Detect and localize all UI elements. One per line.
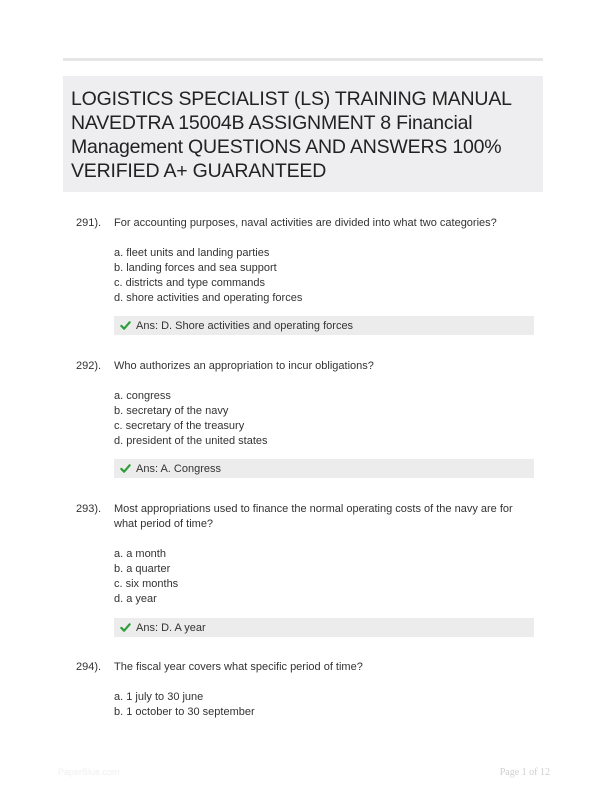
- answer-text: Ans: D. A year: [136, 621, 206, 634]
- answer-box: [114, 459, 534, 478]
- answer-box: [114, 316, 534, 335]
- option-d: d. a year: [114, 593, 157, 605]
- option-c: c. six months: [114, 578, 179, 590]
- question-text: Who authorizes an appropriation to incur obligations?: [114, 360, 374, 372]
- question-number: 292).: [76, 360, 102, 372]
- option-b: b. landing forces and sea support: [114, 262, 277, 274]
- option-c: c. secretary of the treasury: [114, 420, 245, 432]
- option-d: d. president of the united states: [114, 435, 268, 447]
- option-a: a. 1 july to 30 june: [114, 691, 204, 703]
- question-text: The fiscal year covers what specific period of time?: [114, 661, 363, 673]
- option-a: a. fleet units and landing parties: [114, 247, 270, 259]
- check-icon: [120, 320, 131, 331]
- option-a: a. a month: [114, 548, 166, 560]
- option-b: b. a quarter: [114, 563, 171, 575]
- question-text: Most appropriations used to finance the normal operating costs of the navy are for what period of time?: [114, 503, 513, 530]
- option-list: [114, 547, 178, 607]
- option-b: b. 1 october to 30 september: [114, 706, 255, 718]
- answer-text: Ans: A. Congress: [136, 462, 221, 475]
- option-d: d. shore activities and operating forces: [114, 292, 303, 304]
- answer-box: [114, 618, 534, 637]
- option-list: [114, 246, 302, 306]
- question-number: 291).: [76, 217, 102, 229]
- question-text: For accounting purposes, naval activities are divided into what two categories?: [114, 217, 497, 229]
- option-c: c. districts and type commands: [114, 277, 266, 289]
- question-number: 294).: [76, 661, 102, 673]
- option-list: [114, 389, 268, 449]
- page-number: Page 1 of 12: [499, 767, 550, 778]
- option-b: b. secretary of the navy: [114, 405, 229, 417]
- check-icon: [120, 622, 131, 633]
- footer-source: PaperBlue.com: [58, 767, 120, 777]
- page-title: LOGISTICS SPECIALIST (LS) TRAINING MANUAL NAVEDTRA 15004B ASSIGNMENT 8 Financial Management QUESTIONS AND ANSWERS 100% VERIFIED A+ GUARANTEED: [71, 88, 512, 182]
- option-list: [114, 690, 255, 720]
- question-number: 293).: [76, 503, 102, 515]
- top-divider: [63, 58, 543, 61]
- title-banner: [63, 76, 543, 192]
- answer-text: Ans: D. Shore activities and operating forces: [136, 319, 354, 332]
- check-icon: [120, 463, 131, 474]
- option-a: a. congress: [114, 390, 171, 402]
